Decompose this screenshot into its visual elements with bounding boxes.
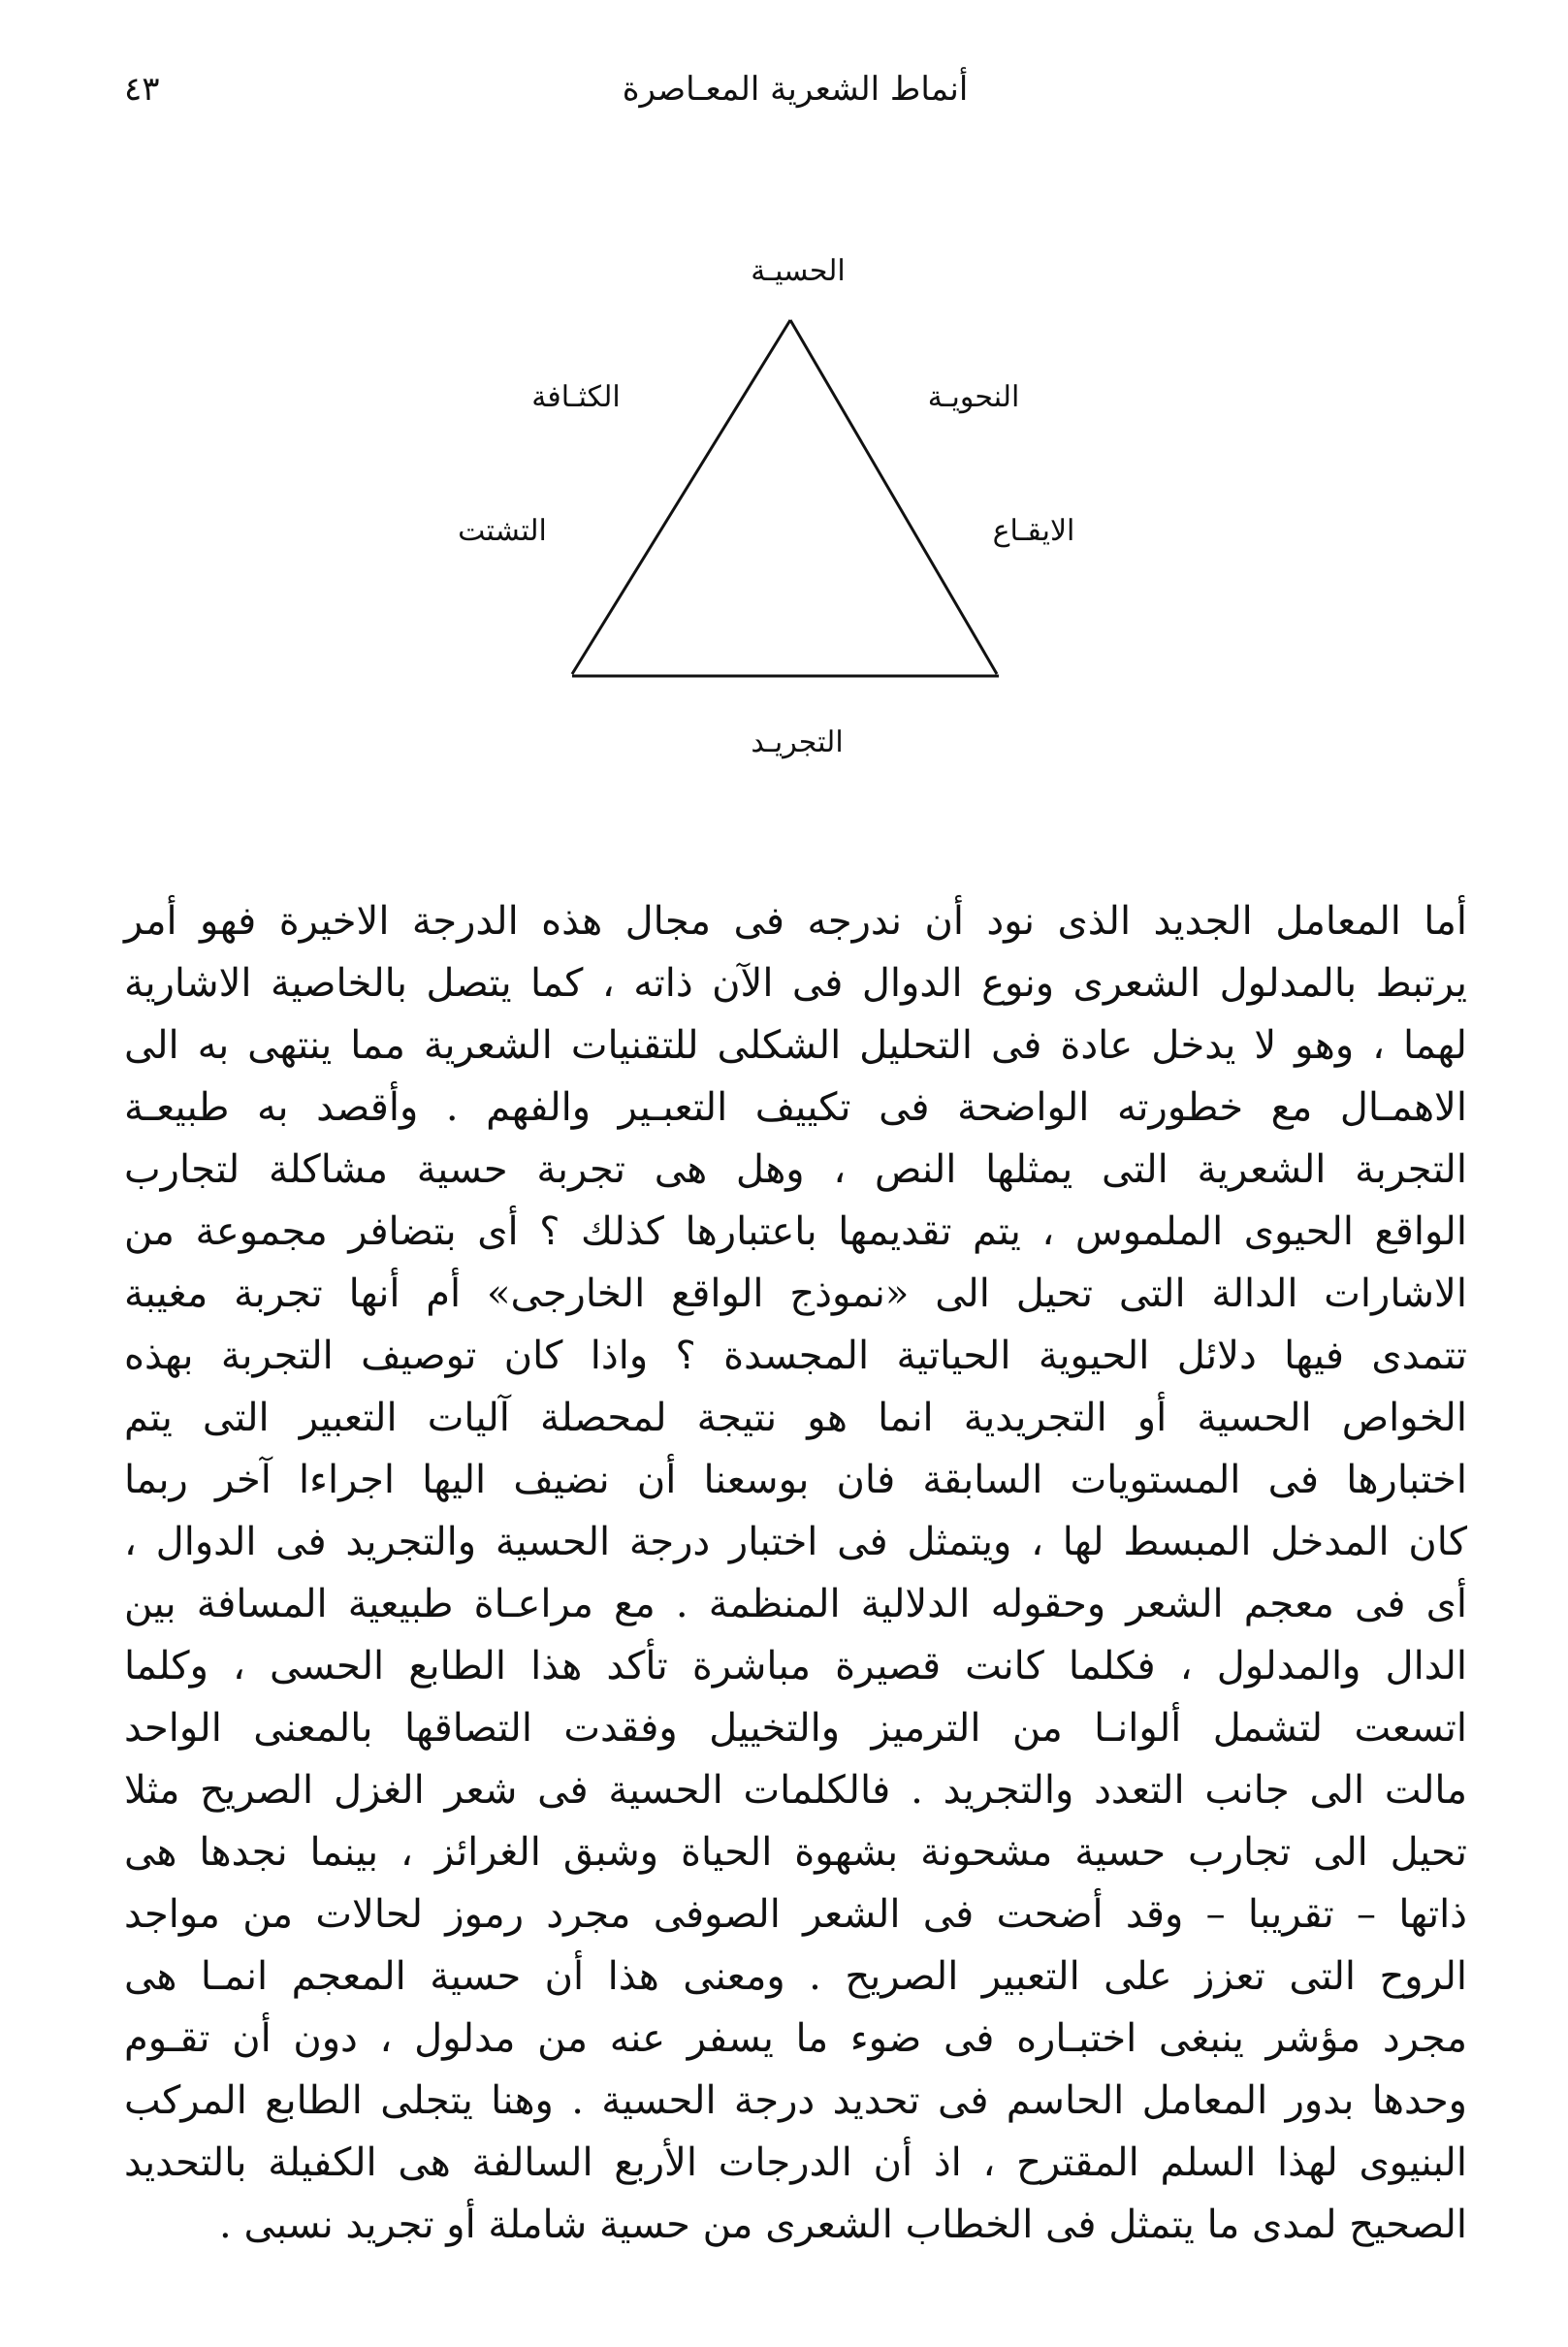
diagram-label-left-upper: الكثـافة xyxy=(531,380,621,414)
triangle-right-edge xyxy=(790,320,997,674)
body-line: كان المدخل المبسط لها ، ويتمثل فى اختبار درجة الحسية والتجريد فى الدوال ، xyxy=(124,1520,1467,1564)
body-line: الخواص الحسية أو التجريدية انما هو نتيجة لمحصلة آليات التعبير التى يتم xyxy=(124,1396,1467,1440)
body-line: الروح التى تعزز على التعبير الصريح . ومعنى هذا أن حسية المعجم انمـا هى xyxy=(124,1954,1467,1999)
body-line: يرتبط بالمدلول الشعرى ونوع الدوال فى الآن ذاته ، كما يتصل بالخاصية الاشارية xyxy=(124,961,1467,1006)
body-line: لهما ، وهو لا يدخل عادة فى التحليل الشكلى للتقنيات الشعرية مما ينتهى به الى xyxy=(124,1023,1467,1068)
body-line: البنيوى لهذا السلم المقترح ، اذ أن الدرجات الأربع السالفة هى الكفيلة بالتحديد xyxy=(124,2140,1467,2185)
body-line: الاهمـال مع خطورته الواضحة فى تكييف التعبـير والفهم . وأقصد به طبيعـة xyxy=(124,1085,1467,1130)
running-header-title: أنماط الشعرية المعـاصرة xyxy=(622,70,969,109)
body-line: الاشارات الدالة التى تحيل الى «نموذج الواقع الخارجى» أم أنها تجربة مغيبة xyxy=(124,1271,1467,1316)
diagram-label-left-lower: التشتت xyxy=(458,514,547,548)
body-line: الدال والمدلول ، فكلما كانت قصيرة مباشرة تأكد هذا الطابع الحسى ، وكلما xyxy=(124,1644,1467,1688)
body-line: أما المعامل الجديد الذى نود أن ندرجه فى مجال هذه الدرجة الاخيرة فهو أمر xyxy=(124,899,1467,944)
body-line: وحدها بدور المعامل الحاسم فى تحديد درجة الحسية . وهنا يتجلى الطابع المركب xyxy=(124,2078,1467,2123)
diagram-label-apex: الحسيـة xyxy=(751,254,846,288)
body-line: الواقع الحيوى الملموس ، يتم تقديمها باعتبارها كذلك ؟ أى بتضافر مجموعة من xyxy=(124,1209,1467,1254)
body-line: تحيل الى تجارب حسية مشحونة بشهوة الحياة وشبق الغرائز ، بينما نجدها هى xyxy=(124,1830,1467,1875)
body-paragraph xyxy=(124,890,1467,2256)
page-number: ٤٣ xyxy=(124,70,160,109)
body-line: مالت الى جانب التعدد والتجريد . فالكلمات الحسية فى شعر الغزل الصريح مثلا xyxy=(124,1768,1467,1813)
body-line: أى فى معجم الشعر وحقوله الدلالية المنظمة . مع مراعـاة طبيعية المسافة بين xyxy=(124,1582,1467,1626)
diagram-label-right-upper: النحويـة xyxy=(927,380,1020,414)
body-line: مجرد مؤشر ينبغى اختبـاره فى ضوء ما يسفر عنه من مدلول ، دون أن تقـوم xyxy=(124,2016,1467,2061)
diagram-label-right-lower: الايقـاع xyxy=(992,514,1075,548)
body-line: التجربة الشعرية التى يمثلها النص ، وهل هى تجربة حسية مشاكلة لتجارب xyxy=(124,1147,1467,1192)
body-line: اختبارها فى المستويات السابقة فان بوسعنا أن نضيف اليها اجراءا آخر ربما xyxy=(124,1458,1467,1502)
body-line: اتسعت لتشمل ألوانـا من الترميز والتخييل وفقدت التصاقها بالمعنى الواحد xyxy=(124,1706,1467,1751)
triangle-left-edge xyxy=(572,320,790,674)
triangle-diagram-figure xyxy=(0,0,1568,776)
diagram-label-base: التجريـد xyxy=(751,725,844,759)
body-line: تتمدى فيها دلائل الحيوية الحياتية المجسدة ؟ واذا كان توصيف التجربة بهذه xyxy=(124,1334,1467,1378)
body-line: ذاتها – تقريبا – وقد أضحت فى الشعر الصوفى مجرد رموز لحالات من مواجد xyxy=(124,1892,1467,1937)
body-line: الصحيح لمدى ما يتمثل فى الخطاب الشعرى من حسية شاملة أو تجريد نسبى . xyxy=(219,2202,1467,2247)
